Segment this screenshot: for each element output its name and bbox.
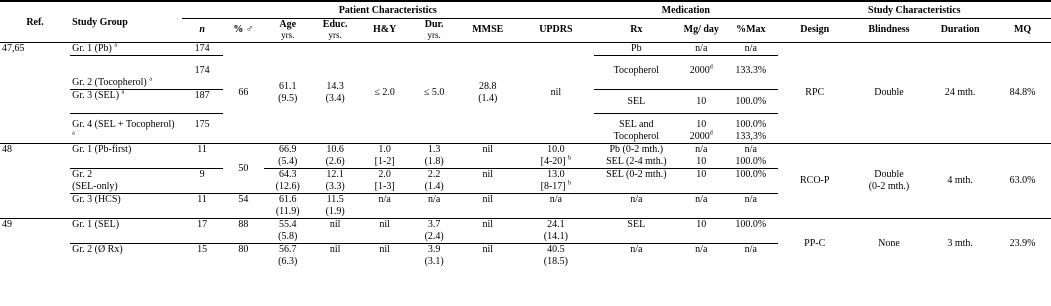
rx-cell: Tocopherol [594,56,679,90]
pct-male-cell: 88 [223,219,264,244]
group-header-row [0,1,1051,19]
mg-cell: 10 [679,169,724,194]
design-cell: PP-C [778,219,852,269]
hy-cell: 1.0 [1-2] [359,144,411,169]
pct-max-cell: n/a [724,194,778,219]
col-mq: MQ [994,19,1051,43]
col-ref: Ref. [0,1,70,43]
ref-cell: 49 [0,219,70,269]
col-duration: Duration [926,19,994,43]
pct-max-cell: 100.0% [724,90,778,114]
group-name: Gr. 3 (HCS) [70,194,181,219]
mg-cell: n/a [679,244,724,269]
educ-cell: 11.5 (1.9) [311,194,358,219]
pct-max-cell: 133.3% [724,56,778,90]
pct-male-cell: 66 [238,87,249,98]
table-row [0,43,1051,56]
pct-max-cell: n/a 100.0% [724,144,778,169]
pct-max-cell: 100.0% 133,3% [724,114,778,144]
table-row [0,144,1051,169]
col-educ: Educ. yrs. [311,19,358,43]
pct-male-cell: 54 [223,194,264,219]
ref-cell: 47,65 [2,43,25,54]
group-name: Gr. 2 (SEL-only) [70,169,181,194]
mg-cell: n/a [695,43,708,54]
mmse-cell: nil [458,144,518,169]
rx-cell: n/a [594,194,679,219]
n-cell: 9 [182,169,223,194]
dur-cell: 3.9 (3.1) [410,244,457,269]
mmse-cell: nil [458,219,518,244]
group-name: Gr. 1 (Pb) $^a$ [72,42,118,54]
blindness-cell: Double (0-2 mth.) [852,144,926,219]
blindness-cell: None [852,219,926,269]
col-dur: Dur. yrs. [410,19,457,43]
duration-cell: 3 mth. [926,219,994,269]
n-cell: 11 [182,194,223,219]
educ-cell: nil [311,244,358,269]
pct-male-cell: 50 [223,144,264,194]
col-pct-max: %Max [724,19,778,43]
age-cell: 56.7 (6.3) [264,244,311,269]
mmse-cell: nil [458,169,518,194]
blindness-cell: Double [874,87,904,98]
mg-cell: 10 2000$^d$ [679,114,724,144]
duration-cell: 4 mth. [926,144,994,219]
dur-cell: ≤ 5.0 [423,87,445,98]
updrs-cell: 10.0 [4-20] $^b$ [518,144,594,169]
educ-cell: nil [311,219,358,244]
age-cell: 61.6 (11.9) [264,194,311,219]
hy-cell: 2.0 [1-3] [359,169,411,194]
mq-cell: 63.0% [994,144,1051,219]
mg-cell: n/a 10 [679,144,724,169]
col-blindness: Blindness [852,19,926,43]
mg-cell: 10 [679,219,724,244]
n-cell: 174 [194,43,210,54]
pct-max-cell: n/a [744,43,757,54]
rx-cell: SEL [594,90,679,114]
duration-cell: 24 mth. [944,87,976,98]
pct-male-cell: 80 [223,244,264,269]
pct-max-cell: 100.0% [724,169,778,194]
mg-cell: 2000$^d$ [679,56,724,90]
dur-cell: 2.2 (1.4) [410,169,457,194]
rx-cell: Pb (0-2 mth.) SEL (2-4 mth.) [594,144,679,169]
age-cell: 55.4 (5.8) [264,219,311,244]
age-cell: 61.1 (9.5) [278,81,298,104]
hy-cell: nil [359,244,411,269]
hy-cell: ≤ 2.0 [374,87,395,98]
mq-cell: 23.9% [994,219,1051,269]
mmse-cell: nil [458,194,518,219]
group-medication: Medication [594,1,778,19]
col-hy: H&Y [359,19,411,43]
col-pct-male: % ♂ [223,19,264,43]
design-cell: RCO-P [778,144,852,219]
mg-cell: 10 [679,90,724,114]
n-cell: 174 [182,56,223,90]
col-mg-day: Mg/ day [679,19,724,43]
educ-cell: 12.1 (3.3) [311,169,358,194]
n-cell: 187 [182,90,223,114]
n-cell: 175 [182,114,223,144]
updrs-cell: n/a [518,194,594,219]
updrs-cell: 24.1 (14.1) [518,219,594,244]
col-age: Age yrs. [264,19,311,43]
updrs-cell: nil [550,87,562,98]
col-updrs: UPDRS [518,19,594,43]
n-cell: 11 [182,144,223,169]
hy-cell: n/a [359,194,411,219]
dur-cell: 1.3 (1.8) [410,144,457,169]
group-name: Gr. 2 (Tocopherol) $^a$ [70,56,181,90]
group-patient-characteristics: Patient Characteristics [182,1,595,19]
age-cell: 66.9 (5.4) [264,144,311,169]
rx-cell: SEL [594,219,679,244]
group-name: Gr. 4 (SEL + Tocopherol) $^a$ [70,114,181,144]
mmse-cell: 28.8 (1.4) [478,81,498,104]
col-n: n [182,19,223,43]
mmse-cell: nil [458,244,518,269]
group-name: Gr. 1 (SEL) [70,219,181,244]
group-name: Gr. 2 (Ø Rx) [70,244,181,269]
educ-cell: 14.3 (3.4) [325,81,345,104]
n-cell: 15 [182,244,223,269]
rx-cell: SEL (0-2 mth.) [594,169,679,194]
col-design: Design [778,19,852,43]
hy-cell: nil [359,219,411,244]
col-study-group: Study Group [70,1,181,43]
rx-cell: SEL and Tocopherol [594,114,679,144]
updrs-cell: 40.5 (18.5) [518,244,594,269]
pct-max-cell: n/a [724,244,778,269]
design-cell: RPC [805,87,825,98]
group-name: Gr. 1 (Pb-first) [70,144,181,169]
mg-cell: n/a [679,194,724,219]
table-row [0,219,1051,244]
mq-cell: 84.8% [1009,87,1036,98]
dur-cell: n/a [410,194,457,219]
col-mmse: MMSE [458,19,518,43]
n-cell: 17 [182,219,223,244]
rx-cell: n/a [594,244,679,269]
educ-cell: 10.6 (2.6) [311,144,358,169]
rx-cell: Pb [631,43,642,54]
col-rx: Rx [594,19,679,43]
pct-max-cell: 100.0% [724,219,778,244]
ref-cell: 48 [0,144,70,219]
group-name: Gr. 3 (SEL) $^a$ [70,90,181,114]
age-cell: 64.3 (12.6) [264,169,311,194]
group-study-characteristics: Study Characteristics [778,1,1051,19]
dur-cell: 3.7 (2.4) [410,219,457,244]
updrs-cell: 13.0 [8-17] $^b$ [518,169,594,194]
